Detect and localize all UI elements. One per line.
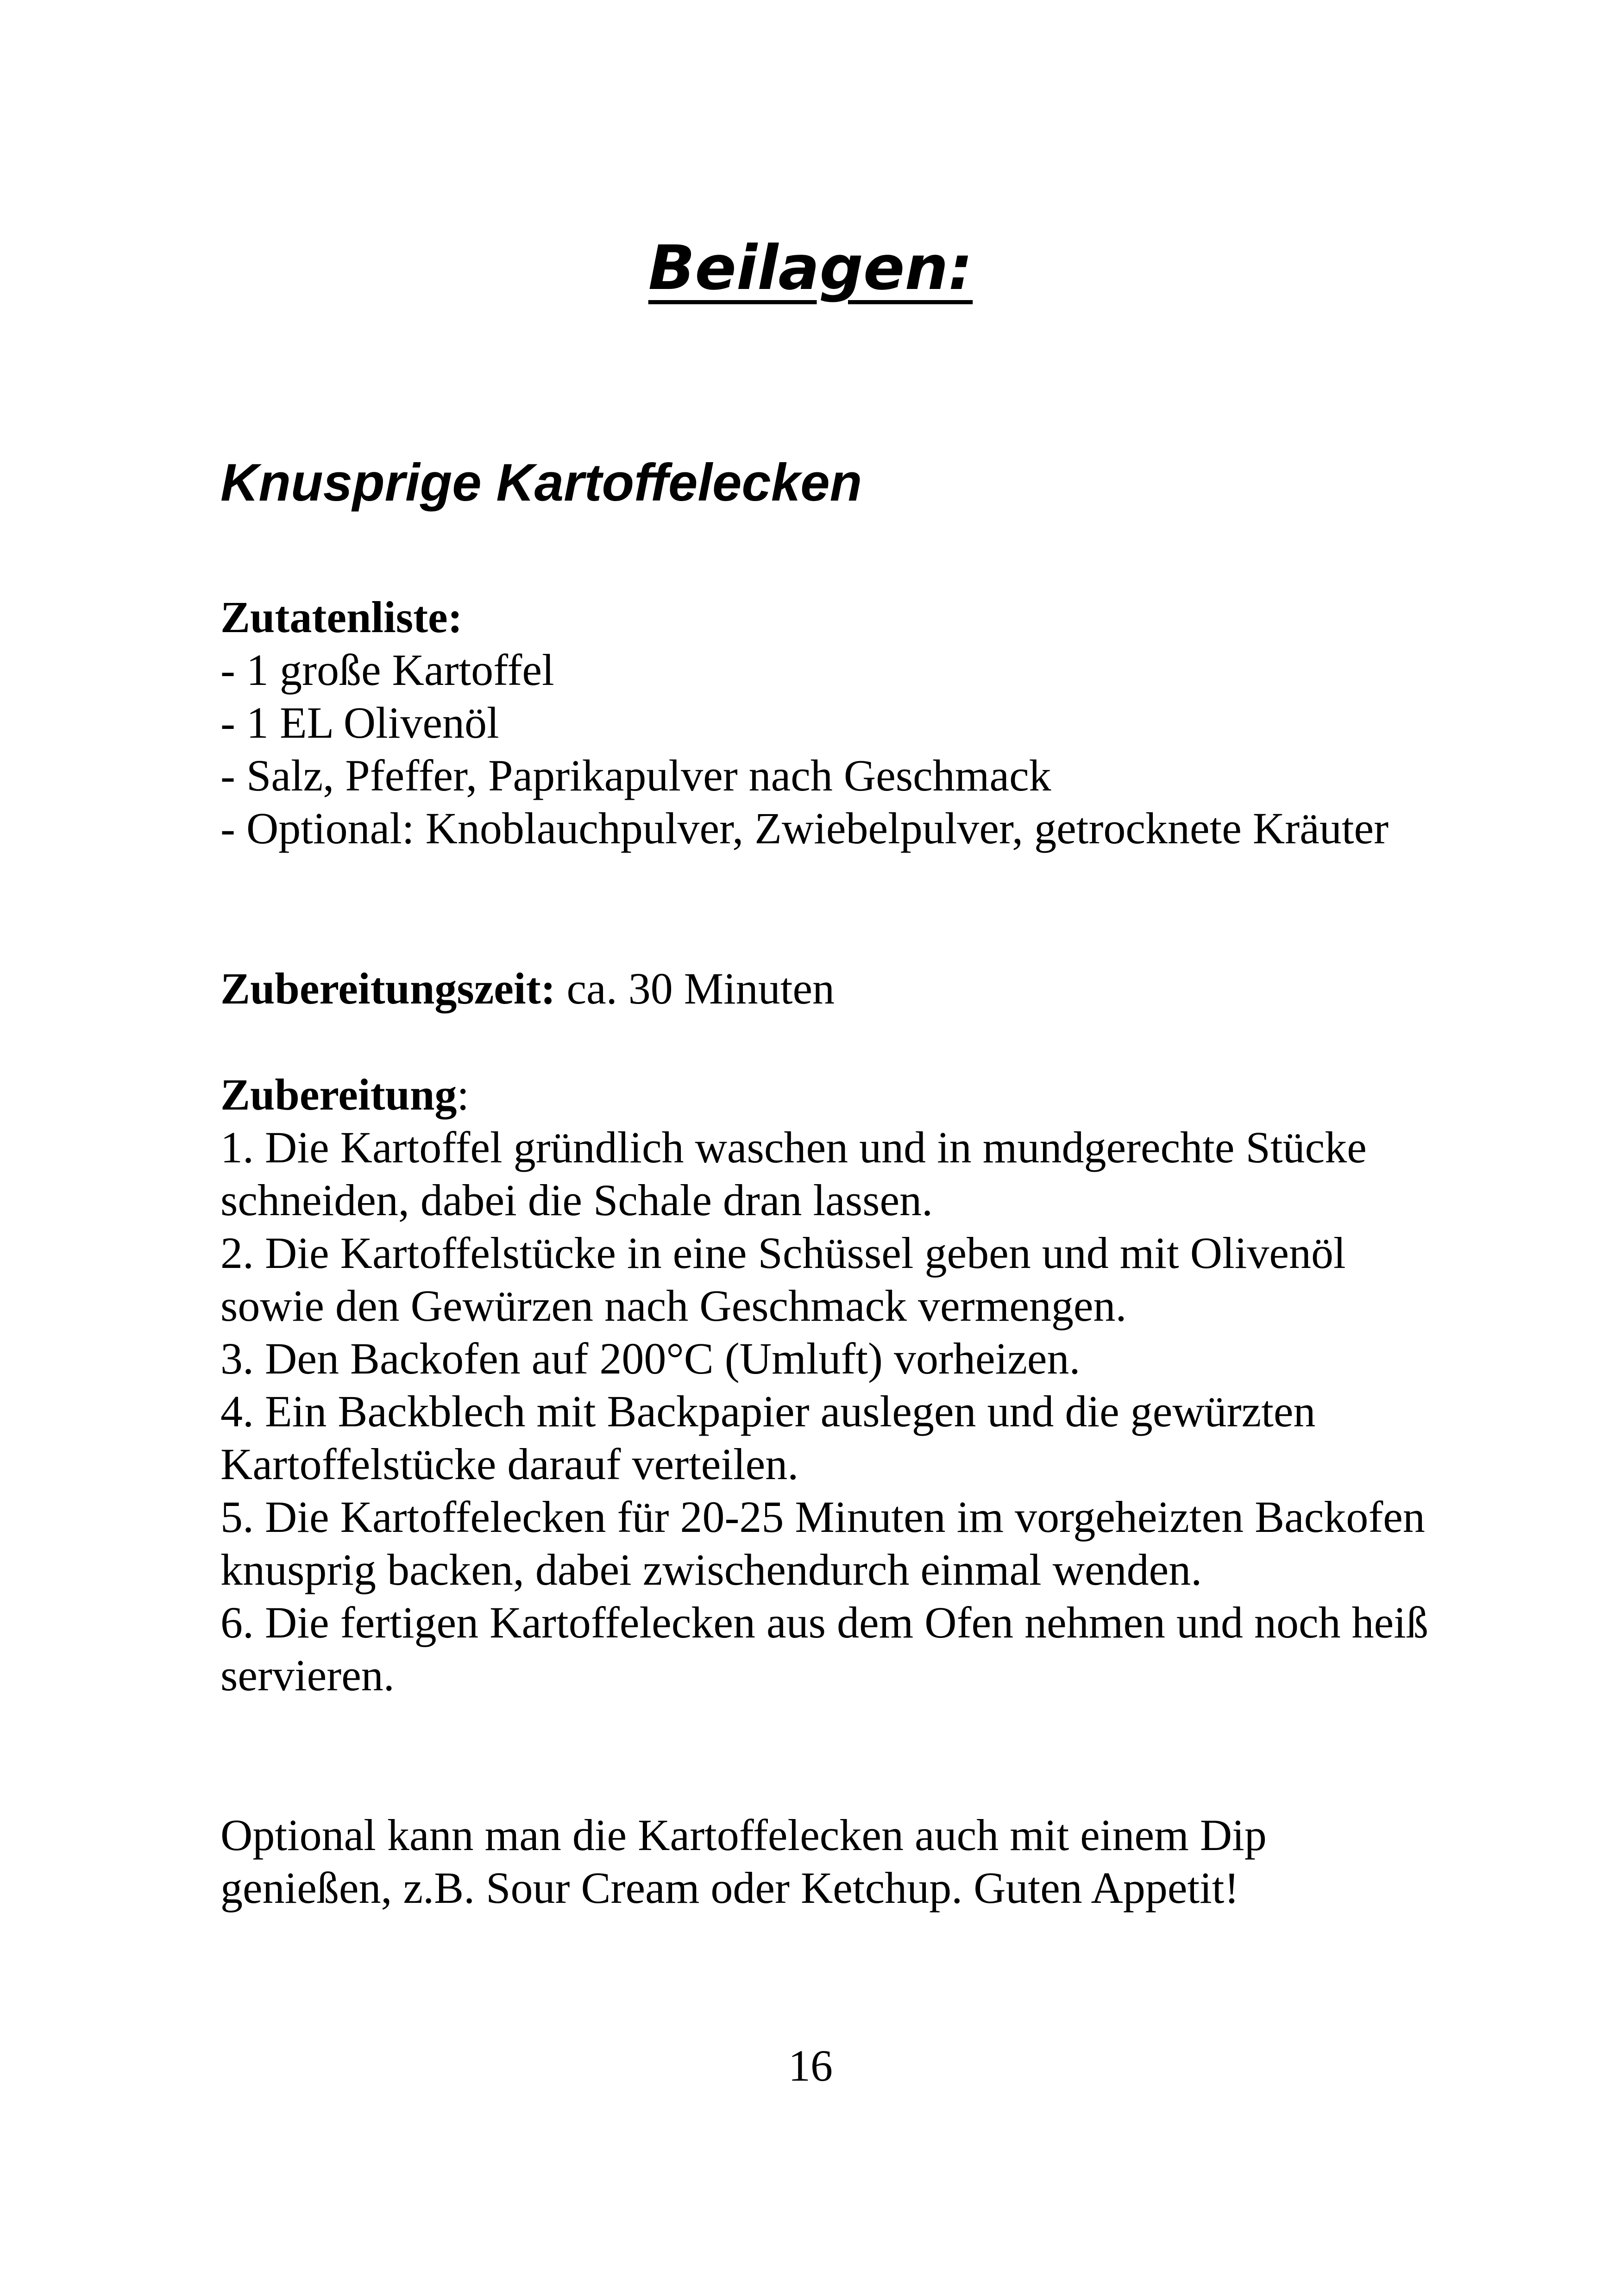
ingredient-item: - Optional: Knoblauchpulver, Zwiebelpulver, getrocknete Kräuter [220, 803, 1389, 853]
prep-time-section [220, 962, 1443, 1015]
preparation-step: 3. Den Backofen auf 200°C (Umluft) vorheizen. [220, 1334, 1081, 1383]
preparation-step: 5. Die Kartoffelecken für 20-25 Minuten im vorgeheizten Backofen knusprig backen, dabei zwischendurch einmal wenden. [220, 1492, 1425, 1594]
page-number: 16 [788, 2041, 833, 2090]
preparation-step: 4. Ein Backblech mit Backpapier auslegen und die gewürzten Kartoffelstücke darauf verteilen. [220, 1386, 1316, 1489]
serving-note-section [220, 1809, 1443, 1914]
preparation-step: 1. Die Kartoffel gründlich waschen und in mundgerechte Stücke schneiden, dabei die Schale dran lassen. [220, 1123, 1367, 1225]
preparation-section [220, 1068, 1443, 1702]
preparation-label: Zubereitung [220, 1070, 457, 1119]
page-heading [0, 232, 1621, 305]
preparation-step: 6. Die fertigen Kartoffelecken aus dem Ofen nehmen und noch heiß servieren. [220, 1598, 1428, 1700]
ingredient-item: - 1 große Kartoffel [220, 645, 554, 695]
ingredient-item: - Salz, Pfeffer, Paprikapulver nach Geschmack [220, 751, 1051, 800]
prep-time-value: ca. 30 Minuten [555, 964, 835, 1013]
ingredients-section [220, 591, 1443, 855]
prep-time-line [220, 962, 1443, 1015]
prep-time-label: Zubereitungszeit: [220, 964, 556, 1013]
ingredient-item: - 1 EL Olivenöl [220, 698, 499, 747]
preparation-colon: : [457, 1070, 469, 1119]
recipe-title: Knusprige Kartoffelecken [220, 453, 862, 512]
page-heading-text: Beilagen: [648, 232, 973, 304]
serving-note: Optional kann man die Kartoffelecken auch mit einem Dip genießen, z.B. Sour Cream oder Ketchup. Guten Appetit! [220, 1810, 1267, 1913]
ingredients-label: Zutatenliste: [220, 592, 463, 642]
preparation-heading [220, 1068, 1443, 1121]
preparation-step: 2. Die Kartoffelstücke in eine Schüssel geben und mit Olivenöl sowie den Gewürzen nach Geschmack vermengen. [220, 1228, 1346, 1330]
